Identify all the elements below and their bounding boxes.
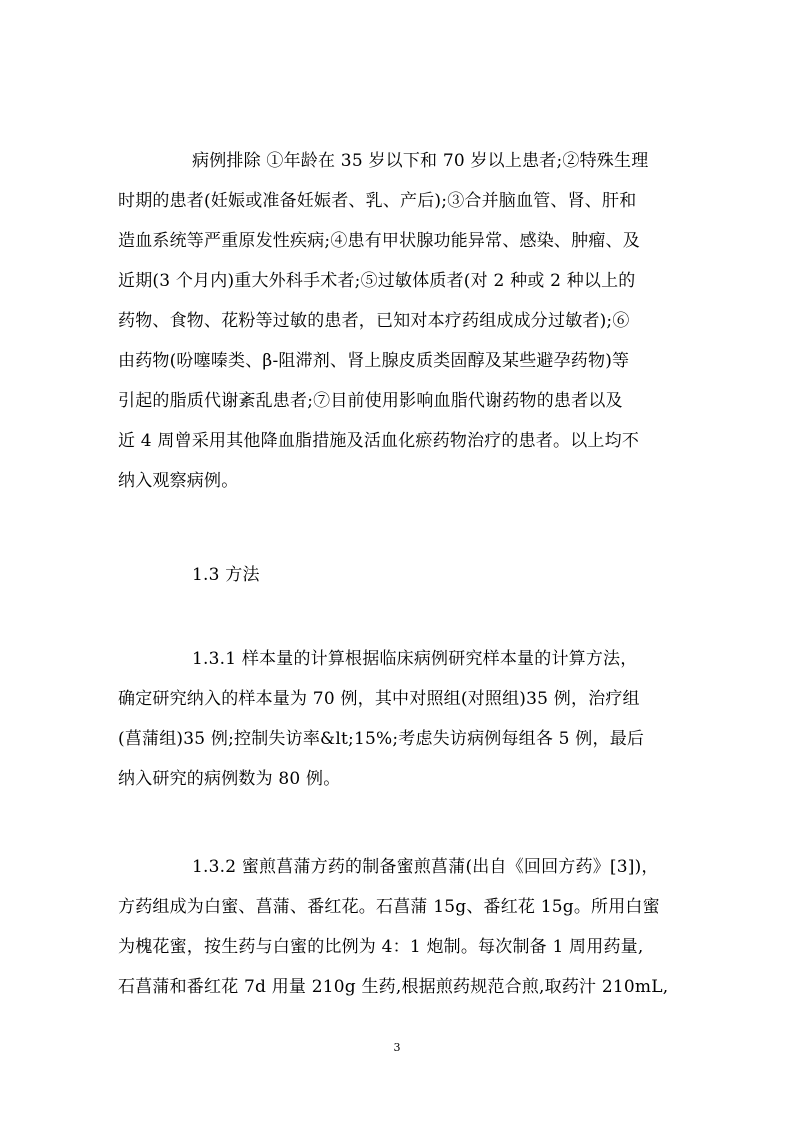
paragraph-line: 为槐花蜜，按生药与白蜜的比例为 4：1 炮制。每次制备 1 周用药量, [118,937,644,957]
paragraph-line: 方药组成为白蜜、菖蒲、番红花。石菖蒲 15g、番红花 15g。所用白蜜 [118,897,660,917]
paragraph-line: 时期的患者(妊娠或准备妊娠者、乳、产后);③合并脑血管、肾、肝和 [118,191,637,211]
paragraph-line: 纳入研究的病例数为 80 例。 [118,769,341,789]
paragraph-line: 近 4 周曾采用其他降血脂措施及活血化瘀药物治疗的患者。以上均不 [118,431,640,451]
paragraph-line: 近期(3 个月内)重大外科手术者;⑤过敏体质者(对 2 种或 2 种以上的 [118,271,636,291]
paragraph-line: 药物、食物、花粉等过敏的患者，已知对本疗药组成成分过敏者);⑥ [118,311,630,331]
paragraph-line: 确定研究纳入的样本量为 70 例，其中对照组(对照组)35 例，治疗组 [118,689,640,709]
methods-section [118,562,678,592]
paragraph-line: 由药物(吩噻嗪类、β-阻滞剂、肾上腺皮质类固醇及某些避孕药物)等 [118,351,630,371]
sample-size-paragraph [118,646,678,806]
section-heading: 1.3 方法 [192,565,260,585]
paragraph-line: 病例排除 ①年龄在 35 岁以下和 70 岁以上患者;②特殊生理 [192,151,649,171]
page-number: 3 [393,1041,401,1054]
paragraph-line: 1.3.2 蜜煎菖蒲方药的制备蜜煎菖蒲(出自《回回方药》[3])， [192,857,659,877]
exclusion-paragraph [118,148,678,508]
paragraph-line: (菖蒲组)35 例;控制失访率&lt;15%;考虑失访病例每组各 5 例，最后 [118,729,645,749]
preparation-paragraph [118,854,678,1014]
paragraph-line: 造血系统等严重原发性疾病;④患有甲状腺功能异常、感染、肿瘤、及 [118,231,640,251]
paragraph-line: 纳入观察病例。 [118,471,239,491]
paragraph-line: 引起的脂质代谢紊乱患者;⑦目前使用影响血脂代谢药物的患者以及 [118,391,623,411]
paragraph-line: 石菖蒲和番红花 7d 用量 210g 生药,根据煎药规范合煎,取药汁 210mL, [118,977,669,997]
paragraph-line: 1.3.1 样本量的计算根据临床病例研究样本量的计算方法， [192,649,638,669]
